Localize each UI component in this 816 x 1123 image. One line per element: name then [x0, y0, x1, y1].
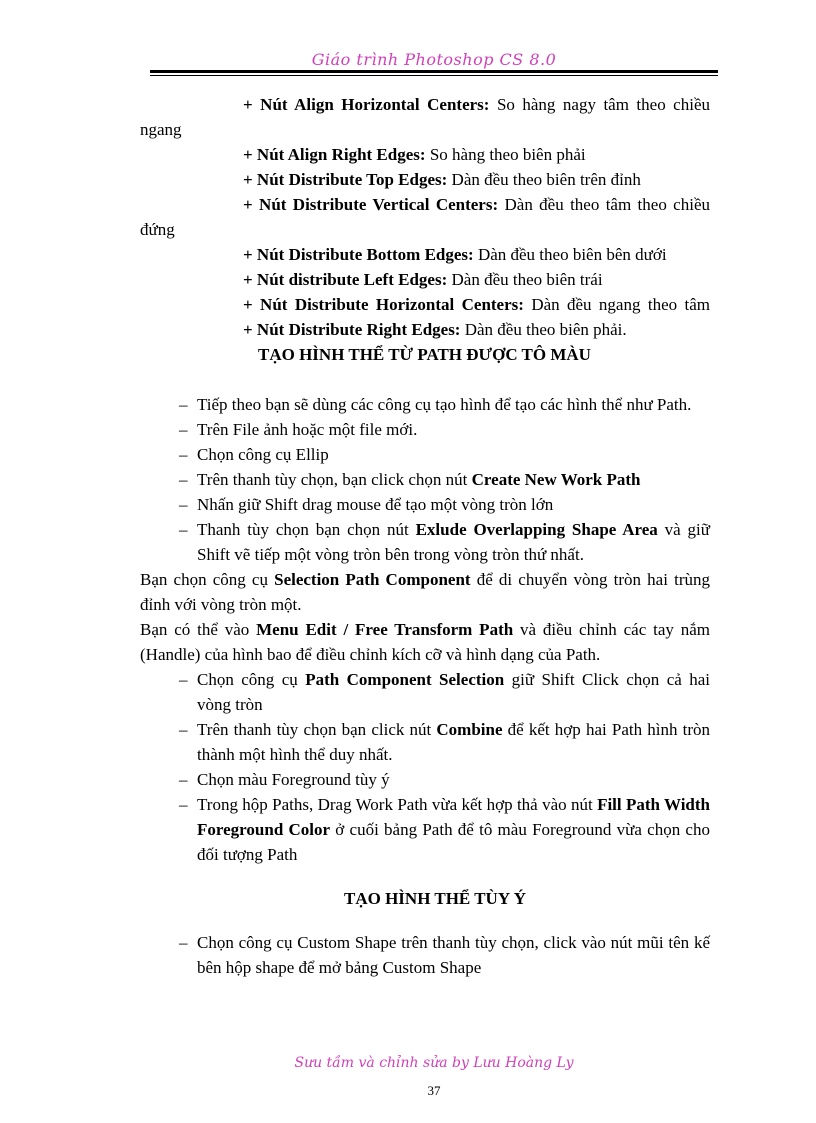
list-item: – Trên thanh tùy chọn, bạn click chọn nút Create New Work Path [179, 470, 641, 489]
list-item: – Chọn công cụ Path Component Selection giữ Shift Click chọn cả hai vòng tròn [179, 670, 710, 714]
spacer [140, 867, 710, 886]
list-item: – Trên thanh tùy chọn bạn click nút Combine để kết hợp hai Path hình tròn thành một hình thể duy nhất. [179, 720, 710, 764]
spacer [140, 367, 710, 392]
list-item: – Chọn công cụ Ellip [179, 445, 329, 464]
section-heading: TẠO HÌNH THỂ TỪ PATH ĐƯỢC TÔ MÀU [258, 345, 591, 364]
paragraph: Bạn chọn công cụ Selection Path Component để di chuyển vòng tròn hai trùng đỉnh với vòng tròn một. [140, 570, 710, 614]
bullet-list [140, 667, 710, 867]
align-item: + Nút Distribute Bottom Edges: Dàn đều theo biên bên dưới [243, 245, 667, 264]
list-item: – Trong hộp Paths, Drag Work Path vừa kết hợp thả vào nút Fill Path Width Foreground Color ở cuối bảng Path để tô màu Foreground vừa chọn cho đối tượng Path [179, 795, 710, 864]
list-item: – Thanh tùy chọn bạn chọn nút Exlude Overlapping Shape Area và giữ Shift vẽ tiếp một vòng tròn bên trong vòng tròn thứ nhất. [179, 520, 710, 564]
list-item: – Tiếp theo bạn sẽ dùng các công cụ tạo hình để tạo các hình thể như Path. [179, 395, 692, 414]
footer-credit: Sưu tầm và chỉnh sửa by Lưu Hoàng Ly [294, 1055, 574, 1071]
list-item: – Chọn màu Foreground tùy ý [179, 770, 390, 789]
align-item: + Nút Distribute Right Edges: Dàn đều theo biên phải. [243, 320, 627, 339]
page-content [140, 92, 710, 980]
page-header-title: Giáo trình Photoshop CS 8.0 [311, 50, 557, 69]
align-item: + Nút Distribute Top Edges: Dàn đều theo biên trên đỉnh [243, 170, 641, 189]
align-item: + Nút Distribute Horizontal Centers: Dàn đều ngang theo tâm [243, 295, 710, 314]
bullet-list [140, 392, 710, 567]
list-item: – Nhấn giữ Shift drag mouse để tạo một vòng tròn lớn [179, 495, 554, 514]
spacer [140, 911, 710, 930]
align-item: + Nút Align Right Edges: So hàng theo biên phải [243, 145, 586, 164]
header-rule-thin [150, 75, 718, 76]
list-item: – Trên File ảnh hoặc một file mới. [179, 420, 418, 439]
bullet-list [140, 930, 710, 980]
align-item: + Nút Distribute Vertical Centers: Dàn đều theo tâm theo chiều đứng [140, 195, 710, 239]
list-item: – Chọn công cụ Custom Shape trên thanh tùy chọn, click vào nút mũi tên kế bên hộp shape để mở bảng Custom Shape [179, 933, 710, 977]
page-number: 37 [427, 1083, 441, 1098]
align-item: + Nút Align Horizontal Centers: So hàng nagy tâm theo chiều ngang [140, 95, 710, 139]
header-rule-thick [150, 70, 718, 73]
align-item: + Nút distribute Left Edges: Dàn đều theo biên trái [243, 270, 603, 289]
section-heading: TẠO HÌNH THỂ TÙY Ý [343, 889, 526, 908]
paragraph: Bạn có thể vào Menu Edit / Free Transform Path và điều chỉnh các tay nắm (Handle) của hình bao để điều chỉnh kích cỡ và hình dạng của Path. [140, 620, 710, 664]
